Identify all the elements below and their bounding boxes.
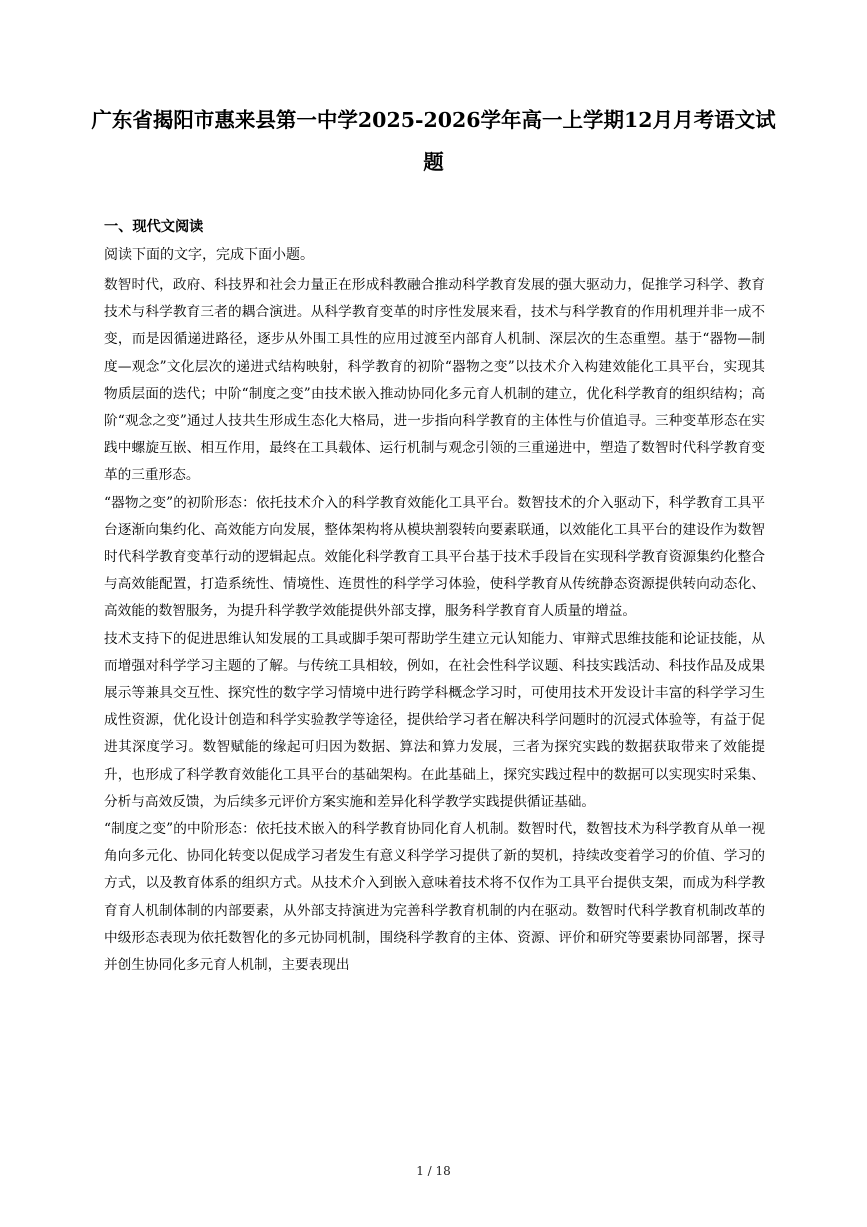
passage-body [104,272,765,979]
section-heading: 一、现代文阅读 [104,219,204,235]
document-title: 广东省揭阳市惠来县第一中学2025-2026学年高一上学期12月月考语文试题 [91,108,776,174]
page-number: 1 / 18 [416,1164,451,1178]
reading-instruction: 阅读下面的文字，完成下面小题。 [104,247,314,263]
paragraph-2: “器物之变”的初阶形态：依托技术介入的科学教育效能化工具平台。数智技术的介入驱动下，科学教育工具平台逐渐向集约化、高效能方向发展，整体架构将从模块割裂转向要素联通，以效能化工具平台的建设作为数智时代科学教育变革行动的逻辑起点。效能化科学教育工具平台基于技术手段旨在实现科学教育资源集约化整合与高效能配置，打造系统性、情境性、连贯性的科学学习体验，使科学教育从传统静态资源提供转向动态化、高效能的数智服务，为提升科学教学效能提供外部支撑，服务科学教育育人质量的增益。 [104,494,765,620]
paragraph-1: 数智时代，政府、科技界和社会力量正在形成科教融合推动科学教育发展的强大驱动力，促推学习科学、教育技术与科学教育三者的耦合演进。从科学教育变革的时序性发展来看，技术与科学教育的作用机理并非一成不变，而是因循递进路径，逐步从外围工具性的应用过渡至内部育人机制、深层次的生态重塑。基于“器物—制度—观念”文化层次的递进式结构映射，科学教育的初阶“器物之变”以技术介入构建效能化工具平台，实现其物质层面的迭代；中阶“制度之变”由技术嵌入推动协同化多元育人机制的建立，优化科学教育的组织结构；高阶“观念之变”通过人技共生形成生态化大格局，进一步指向科学教育的主体性与价值追寻。三种变革形态在实践中螺旋互嵌、相互作用，最终在工具载体、运行机制与观念引领的三重递进中，塑造了数智时代科学教育变革的三重形态。 [104,277,765,484]
paragraph-4: “制度之变”的中阶形态：依托技术嵌入的科学教育协同化育人机制。数智时代，数智技术为科学教育从单一视角向多元化、协同化转变以促成学习者发生有意义科学学习提供了新的契机，持续改变着学习的价值、学习的方式，以及教育体系的组织方式。从技术介入到嵌入意味着技术将不仅作为工具平台提供支架，而成为科学教育育人机制体制的内部要素，从外部支持演进为完善科学教育机制的内在驱动。数智时代科学教育机制改革的中级形态表现为依托数智化的多元协同机制，围绕科学教育的主体、资源、评价和研究等要素协同部署，探寻并创生协同化多元育人机制，主要表现出 [104,821,765,974]
paragraph-3: 技术支持下的促进思维认知发展的工具或脚手架可帮助学生建立元认知能力、审辩式思维技能和论证技能，从而增强对科学学习主题的了解。与传统工具相较，例如，在社会性科学议题、科技实践活动、科技作品及成果展示等兼具交互性、探究性的数字学习情境中进行跨学科概念学习时，可使用技术开发设计丰富的科学学习生成性资源，优化设计创造和科学实验教学等途径，提供给学习者在解决科学问题时的沉浸式体验等，有益于促进其深度学习。数智赋能的缘起可归因为数据、算法和算力发展，三者为探究实践的数据获取带来了效能提升，也形成了科学教育效能化工具平台的基础架构。在此基础上，探究实践过程中的数据可以实现实时采集、分析与高效反馈，为后续多元评价方案实施和差异化科学教学实践提供循证基础。 [104,630,765,810]
